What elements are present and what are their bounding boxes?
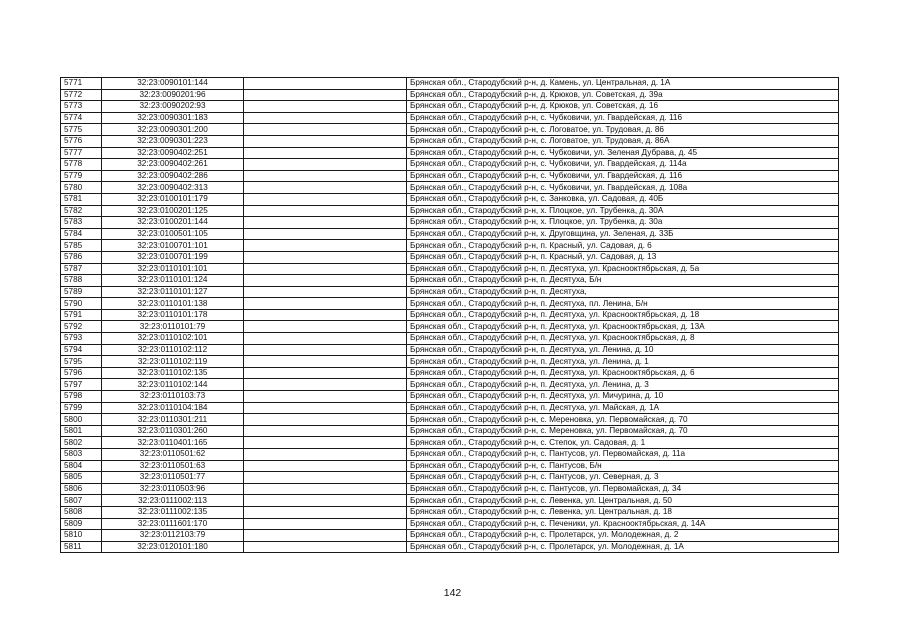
table-row: [61, 124, 839, 136]
row-number-cell: 5784: [61, 228, 102, 240]
empty-cell: [244, 240, 407, 252]
row-number-cell: 5773: [61, 101, 102, 113]
row-number-cell: 5810: [61, 530, 102, 542]
address-cell: Брянская обл., Стародубский р-н, с. Пантусов, ул. Северная, д. 3: [407, 472, 839, 484]
row-number-cell: 5787: [61, 263, 102, 275]
row-number-cell: 5777: [61, 147, 102, 159]
table-row: [61, 298, 839, 310]
cadastral-number-cell: 32:23:0110102:135: [102, 367, 244, 379]
empty-cell: [244, 124, 407, 136]
address-cell: Брянская обл., Стародубский р-н, с. Логоватое, ул. Трудовая, д. 86А: [407, 135, 839, 147]
address-cell: Брянская обл., Стародубский р-н, с. Пантусов, ул. Первомайская, д. 11а: [407, 449, 839, 461]
address-cell: Брянская обл., Стародубский р-н, п. Красный, ул. Садовая, д. 13: [407, 251, 839, 263]
cadastral-number-cell: 32:23:0090402:251: [102, 147, 244, 159]
cadastral-number-cell: 32:23:0110301:211: [102, 414, 244, 426]
cadastral-number-cell: 32:23:0110501:77: [102, 472, 244, 484]
empty-cell: [244, 112, 407, 124]
row-number-cell: 5788: [61, 275, 102, 287]
cadastral-number-cell: 32:23:0110401:165: [102, 437, 244, 449]
empty-cell: [244, 135, 407, 147]
row-number-cell: 5808: [61, 506, 102, 518]
address-cell: Брянская обл., Стародубский р-н, с. Чубковичи, ул. Зеленая Дубрава, д. 45: [407, 147, 839, 159]
cadastral-number-cell: 32:23:0110101:79: [102, 321, 244, 333]
cadastral-number-cell: 32:23:0111002:135: [102, 506, 244, 518]
cadastral-number-cell: 32:23:0110102:112: [102, 344, 244, 356]
cadastral-number-cell: 32:23:0110101:178: [102, 309, 244, 321]
cadastral-number-cell: 32:23:0110101:101: [102, 263, 244, 275]
table-row: [61, 402, 839, 414]
empty-cell: [244, 193, 407, 205]
empty-cell: [244, 414, 407, 426]
cadastral-number-cell: 32:23:0090402:313: [102, 182, 244, 194]
empty-cell: [244, 367, 407, 379]
table-row: [61, 135, 839, 147]
cadastral-number-cell: 32:23:0090202:93: [102, 101, 244, 113]
address-cell: Брянская обл., Стародубский р-н, с. Пантусов, ул. Первомайская, д. 34: [407, 483, 839, 495]
address-cell: Брянская обл., Стародубский р-н, с. Мереновка, ул. Первомайская, д. 70: [407, 414, 839, 426]
empty-cell: [244, 286, 407, 298]
empty-cell: [244, 309, 407, 321]
address-cell: Брянская обл., Стародубский р-н, х. Плоцкое, ул. Трубенка, д. 30а: [407, 217, 839, 229]
address-cell: Брянская обл., Стародубский р-н, п. Десятуха, ул. Краснооктябрьская, д. 18: [407, 309, 839, 321]
empty-cell: [244, 391, 407, 403]
property-registry-table: [60, 77, 839, 553]
table-row: [61, 506, 839, 518]
cadastral-number-cell: 32:23:0111002:113: [102, 495, 244, 507]
row-number-cell: 5776: [61, 135, 102, 147]
row-number-cell: 5791: [61, 309, 102, 321]
table-row: [61, 321, 839, 333]
address-cell: Брянская обл., Стародубский р-н, д. Камень, ул. Центральная, д. 1А: [407, 78, 839, 90]
row-number-cell: 5789: [61, 286, 102, 298]
empty-cell: [244, 379, 407, 391]
cadastral-number-cell: 32:23:0100201:125: [102, 205, 244, 217]
page-number: 142: [443, 587, 462, 599]
table-row: [61, 391, 839, 403]
empty-cell: [244, 402, 407, 414]
table-row: [61, 495, 839, 507]
cadastral-number-cell: 32:23:0100701:101: [102, 240, 244, 252]
empty-cell: [244, 263, 407, 275]
empty-cell: [244, 147, 407, 159]
address-cell: Брянская обл., Стародубский р-н, п. Десятуха, ул. Мичурина, д. 10: [407, 391, 839, 403]
address-cell: Брянская обл., Стародубский р-н, с. Мереновка, ул. Первомайская, д. 70: [407, 425, 839, 437]
empty-cell: [244, 449, 407, 461]
address-cell: Брянская обл., Стародубский р-н, х. Друговщина, ул. Зеленая, д. 33Б: [407, 228, 839, 240]
address-cell: Брянская обл., Стародубский р-н, с. Чубковичи, ул. Гвардейская, д. 114а: [407, 159, 839, 171]
row-number-cell: 5783: [61, 217, 102, 229]
row-number-cell: 5794: [61, 344, 102, 356]
row-number-cell: 5778: [61, 159, 102, 171]
row-number-cell: 5795: [61, 356, 102, 368]
address-cell: Брянская обл., Стародубский р-н, п. Десятуха, ул. Краснооктябрьская, д. 13А: [407, 321, 839, 333]
cadastral-number-cell: 32:23:0110501:63: [102, 460, 244, 472]
empty-cell: [244, 356, 407, 368]
empty-cell: [244, 217, 407, 229]
table-row: [61, 472, 839, 484]
cadastral-number-cell: 32:23:0100501:105: [102, 228, 244, 240]
cadastral-number-cell: 32:23:0110102:119: [102, 356, 244, 368]
table-row: [61, 251, 839, 263]
table-row: [61, 449, 839, 461]
table-row: [61, 170, 839, 182]
row-number-cell: 5792: [61, 321, 102, 333]
address-cell: Брянская обл., Стародубский р-н, п. Десятуха, Б/н: [407, 275, 839, 287]
cadastral-number-cell: 32:23:0090402:286: [102, 170, 244, 182]
address-cell: Брянская обл., Стародубский р-н, д. Крюков, ул. Советская, д. 39а: [407, 89, 839, 101]
cadastral-number-cell: 32:23:0120101:180: [102, 541, 244, 553]
cadastral-number-cell: 32:23:0090201:96: [102, 89, 244, 101]
empty-cell: [244, 89, 407, 101]
empty-cell: [244, 228, 407, 240]
empty-cell: [244, 159, 407, 171]
address-cell: Брянская обл., Стародубский р-н, п. Десятуха, ул. Ленина, д. 10: [407, 344, 839, 356]
table-row: [61, 182, 839, 194]
table-row: [61, 240, 839, 252]
table-row: [61, 530, 839, 542]
table-row: [61, 333, 839, 345]
row-number-cell: 5803: [61, 449, 102, 461]
empty-cell: [244, 182, 407, 194]
row-number-cell: 5801: [61, 425, 102, 437]
cadastral-number-cell: 32:23:0090402:261: [102, 159, 244, 171]
table-row: [61, 78, 839, 90]
cadastral-number-cell: 32:23:0110103:73: [102, 391, 244, 403]
empty-cell: [244, 170, 407, 182]
address-cell: Брянская обл., Стародубский р-н, с. Чубковичи, ул. Гвардейская, д. 116: [407, 112, 839, 124]
address-cell: Брянская обл., Стародубский р-н, с. Логоватое, ул. Трудовая, д. 86: [407, 124, 839, 136]
cadastral-number-cell: 32:23:0110301:260: [102, 425, 244, 437]
address-cell: Брянская обл., Стародубский р-н, с. Левенка, ул. Центральная, д. 18: [407, 506, 839, 518]
address-cell: Брянская обл., Стародубский р-н, с. Левенка, ул. Центральная, д. 50: [407, 495, 839, 507]
empty-cell: [244, 425, 407, 437]
address-cell: Брянская обл., Стародубский р-н, с. Чубковичи, ул. Гвардейская, д. 116: [407, 170, 839, 182]
row-number-cell: 5785: [61, 240, 102, 252]
table-row: [61, 147, 839, 159]
cadastral-number-cell: 32:23:0090101:144: [102, 78, 244, 90]
table-row: [61, 367, 839, 379]
address-cell: Брянская обл., Стародубский р-н, с. Занковка, ул. Садовая, д. 40Б: [407, 193, 839, 205]
table-row: [61, 414, 839, 426]
table-row: [61, 437, 839, 449]
cadastral-number-cell: 32:23:0090301:183: [102, 112, 244, 124]
row-number-cell: 5781: [61, 193, 102, 205]
address-cell: Брянская обл., Стародубский р-н, п. Десятуха, ул. Краснооктябрьская, д. 8: [407, 333, 839, 345]
empty-cell: [244, 251, 407, 263]
cadastral-number-cell: 32:23:0110503:96: [102, 483, 244, 495]
row-number-cell: 5790: [61, 298, 102, 310]
empty-cell: [244, 205, 407, 217]
empty-cell: [244, 344, 407, 356]
empty-cell: [244, 298, 407, 310]
table-row: [61, 193, 839, 205]
row-number-cell: 5780: [61, 182, 102, 194]
row-number-cell: 5793: [61, 333, 102, 345]
table-row: [61, 101, 839, 113]
table-row: [61, 112, 839, 124]
address-cell: Брянская обл., Стародубский р-н, с. Пролетарск, ул. Молодежная, д. 1А: [407, 541, 839, 553]
address-cell: Брянская обл., Стародубский р-н, п. Десятуха, пл. Ленина, Б/н: [407, 298, 839, 310]
empty-cell: [244, 275, 407, 287]
address-cell: Брянская обл., Стародубский р-н, х. Плоцкое, ул. Трубенка, д. 30А: [407, 205, 839, 217]
table-row: [61, 425, 839, 437]
table-row: [61, 344, 839, 356]
registry-table-body: [61, 78, 839, 553]
empty-cell: [244, 321, 407, 333]
empty-cell: [244, 437, 407, 449]
address-cell: Брянская обл., Стародубский р-н, с. Степок, ул. Садовая, д. 1: [407, 437, 839, 449]
row-number-cell: 5796: [61, 367, 102, 379]
row-number-cell: 5804: [61, 460, 102, 472]
address-cell: Брянская обл., Стародубский р-н, п. Красный, ул. Садовая, д. 6: [407, 240, 839, 252]
cadastral-number-cell: 32:23:0100201:144: [102, 217, 244, 229]
cadastral-number-cell: 32:23:0110101:127: [102, 286, 244, 298]
table-row: [61, 89, 839, 101]
table-row: [61, 205, 839, 217]
cadastral-number-cell: 32:23:0110501:62: [102, 449, 244, 461]
table-row: [61, 379, 839, 391]
row-number-cell: 5809: [61, 518, 102, 530]
cadastral-number-cell: 32:23:0111601:170: [102, 518, 244, 530]
address-cell: Брянская обл., Стародубский р-н, п. Десятуха, ул. Ленина, д. 1: [407, 356, 839, 368]
empty-cell: [244, 78, 407, 90]
row-number-cell: 5799: [61, 402, 102, 414]
row-number-cell: 5797: [61, 379, 102, 391]
table-row: [61, 286, 839, 298]
row-number-cell: 5779: [61, 170, 102, 182]
cadastral-number-cell: 32:23:0110101:124: [102, 275, 244, 287]
row-number-cell: 5782: [61, 205, 102, 217]
row-number-cell: 5798: [61, 391, 102, 403]
row-number-cell: 5772: [61, 89, 102, 101]
empty-cell: [244, 483, 407, 495]
cadastral-number-cell: 32:23:0090301:200: [102, 124, 244, 136]
address-cell: Брянская обл., Стародубский р-н, п. Десятуха, ул. Краснооктябрьская, д. 6: [407, 367, 839, 379]
empty-cell: [244, 530, 407, 542]
table-row: [61, 228, 839, 240]
cadastral-number-cell: 32:23:0110102:101: [102, 333, 244, 345]
row-number-cell: 5811: [61, 541, 102, 553]
address-cell: Брянская обл., Стародубский р-н, с. Пантусов, Б/н: [407, 460, 839, 472]
row-number-cell: 5802: [61, 437, 102, 449]
address-cell: Брянская обл., Стародубский р-н, п. Десятуха, ул. Майская, д. 1А: [407, 402, 839, 414]
empty-cell: [244, 101, 407, 113]
table-row: [61, 518, 839, 530]
cadastral-number-cell: 32:23:0110102:144: [102, 379, 244, 391]
empty-cell: [244, 495, 407, 507]
address-cell: Брянская обл., Стародубский р-н, п. Десятуха,: [407, 286, 839, 298]
table-row: [61, 275, 839, 287]
table-row: [61, 217, 839, 229]
empty-cell: [244, 518, 407, 530]
row-number-cell: 5800: [61, 414, 102, 426]
empty-cell: [244, 506, 407, 518]
address-cell: Брянская обл., Стародубский р-н, п. Десятуха, ул. Краснооктябрьская, д. 5а: [407, 263, 839, 275]
empty-cell: [244, 333, 407, 345]
table-row: [61, 309, 839, 321]
address-cell: Брянская обл., Стародубский р-н, с. Чубковичи, ул. Гвардейская, д. 108а: [407, 182, 839, 194]
table-row: [61, 483, 839, 495]
address-cell: Брянская обл., Стародубский р-н, п. Десятуха, ул. Ленина, д. 3: [407, 379, 839, 391]
empty-cell: [244, 472, 407, 484]
table-row: [61, 460, 839, 472]
empty-cell: [244, 541, 407, 553]
table-row: [61, 541, 839, 553]
empty-cell: [244, 460, 407, 472]
cadastral-number-cell: 32:23:0100101:179: [102, 193, 244, 205]
row-number-cell: 5806: [61, 483, 102, 495]
cadastral-number-cell: 32:23:0110101:138: [102, 298, 244, 310]
address-cell: Брянская обл., Стародубский р-н, с. Пролетарск, ул. Молодежная, д. 2: [407, 530, 839, 542]
row-number-cell: 5805: [61, 472, 102, 484]
address-cell: Брянская обл., Стародубский р-н, с. Печеники, ул. Краснооктябрьская, д. 14А: [407, 518, 839, 530]
row-number-cell: 5807: [61, 495, 102, 507]
table-row: [61, 263, 839, 275]
cadastral-number-cell: 32:23:0090301:223: [102, 135, 244, 147]
table-row: [61, 159, 839, 171]
address-cell: Брянская обл., Стародубский р-н, д. Крюков, ул. Советская, д. 16: [407, 101, 839, 113]
cadastral-number-cell: 32:23:0112103:79: [102, 530, 244, 542]
table-row: [61, 356, 839, 368]
cadastral-number-cell: 32:23:0110104:184: [102, 402, 244, 414]
cadastral-number-cell: 32:23:0100701:199: [102, 251, 244, 263]
row-number-cell: 5774: [61, 112, 102, 124]
row-number-cell: 5775: [61, 124, 102, 136]
row-number-cell: 5771: [61, 78, 102, 90]
row-number-cell: 5786: [61, 251, 102, 263]
